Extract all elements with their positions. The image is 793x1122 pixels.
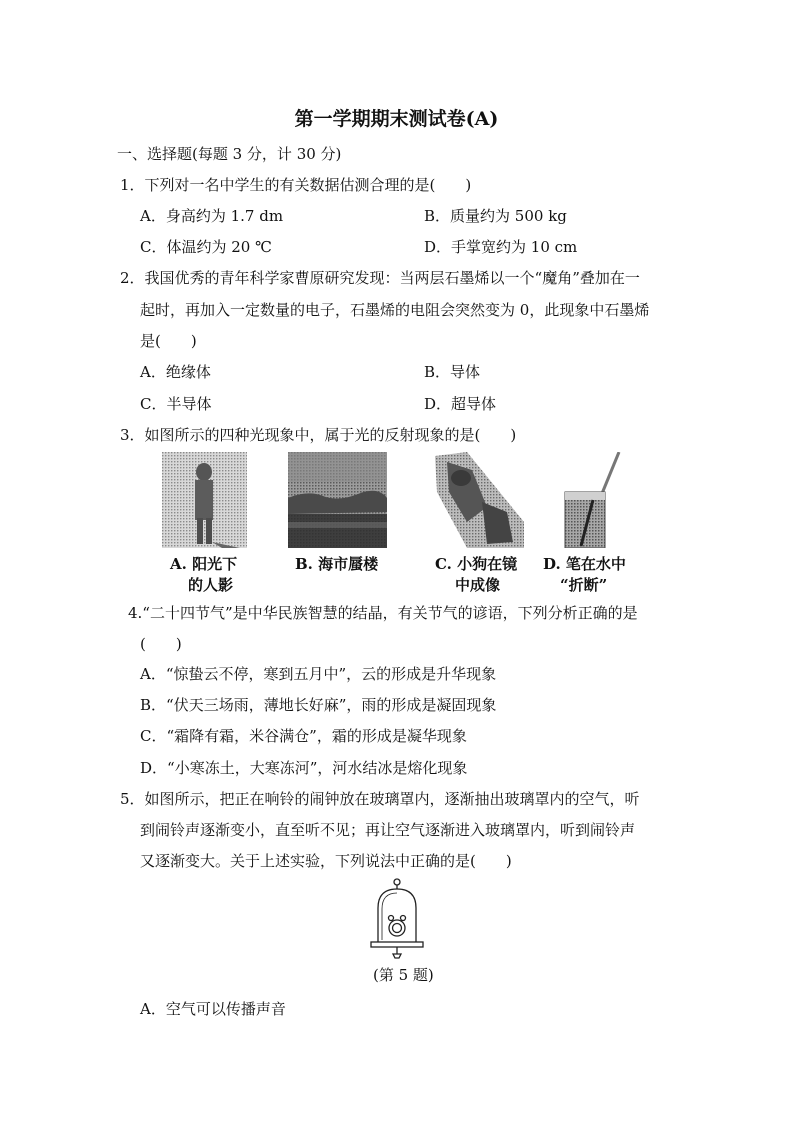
- question-4-line-2: ( ): [140, 635, 182, 653]
- dog-mirror-photo: [427, 452, 524, 548]
- question-5-line-2: 到闹铃声逐渐变小，直至听不见；再让空气逐渐进入玻璃罩内，听到闹铃声: [140, 821, 636, 839]
- pencil-in-water-photo: [559, 452, 629, 548]
- question-4-option-c: C．“霜降有霜，米谷满仓”，霜的形成是凝华现象: [140, 727, 467, 745]
- question-2-option-a: A．绝缘体: [140, 363, 211, 381]
- question-2-line-2: 起时，再加入一定数量的电子，石墨烯的电阻会突然变为 0，此现象中石墨烯: [140, 301, 650, 319]
- figure-a-caption-line-1: A. 阳光下: [170, 555, 238, 573]
- page-title: 第一学期期末测试卷(A): [294, 108, 499, 130]
- shadow-photo: [162, 452, 247, 548]
- question-4-option-a: A．“惊蛰云不停，寒到五月中”，云的形成是升华现象: [140, 665, 497, 683]
- figure-5-caption: (第 5 题): [373, 966, 434, 984]
- figure-d-caption-line-1: D. 笔在水中: [543, 555, 626, 573]
- question-3-stem: 3．如图所示的四种光现象中，属于光的反射现象的是( ): [120, 426, 517, 444]
- question-5-option-a: A．空气可以传播声音: [140, 1000, 286, 1018]
- section-heading: 一、选择题(每题 3 分，计 30 分): [117, 145, 342, 163]
- question-1-option-b: B．质量约为 500 kg: [424, 207, 567, 225]
- figure-b-caption: B. 海市蜃楼: [295, 555, 379, 573]
- question-2-line-1: 2．我国优秀的青年科学家曹原研究发现：当两层石墨烯以一个“魔角”叠加在一: [120, 269, 640, 287]
- question-2-option-d: D．超导体: [424, 395, 497, 413]
- figure-c-caption-line-1: C. 小狗在镜: [435, 555, 518, 573]
- question-1-option-c: C．体温约为 20 ℃: [140, 238, 272, 256]
- question-5-line-3: 又逐渐变大。关于上述实验，下列说法中正确的是( ): [140, 852, 512, 870]
- question-1-option-d: D．手掌宽约为 10 cm: [424, 238, 578, 256]
- question-4-option-d: D．“小寒冻土，大寒冻河”，河水结冰是熔化现象: [140, 759, 468, 777]
- question-2-option-b: B．导体: [424, 363, 481, 381]
- figure-c-caption-line-2: 中成像: [455, 576, 501, 594]
- question-1-stem: 1．下列对一名中学生的有关数据估测合理的是( ): [120, 176, 472, 194]
- question-2-option-c: C．半导体: [140, 395, 212, 413]
- figure-a-caption-line-2: 的人影: [188, 576, 234, 594]
- question-1-option-a: A．身高约为 1.7 dm: [140, 207, 284, 225]
- bell-jar-figure: [364, 876, 430, 960]
- question-2-line-3: 是( ): [140, 332, 197, 350]
- mirage-photo: [288, 452, 387, 548]
- question-5-line-1: 5．如图所示，把正在响铃的闹钟放在玻璃罩内，逐渐抽出玻璃罩内的空气，听: [120, 790, 640, 808]
- question-4-line-1: 4.“二十四节气”是中华民族智慧的结晶，有关节气的谚语，下列分析正确的是: [128, 604, 638, 622]
- figure-d-caption-line-2: “折断”: [560, 576, 608, 594]
- question-4-option-b: B．“伏天三场雨，薄地长好麻”，雨的形成是凝固现象: [140, 696, 497, 714]
